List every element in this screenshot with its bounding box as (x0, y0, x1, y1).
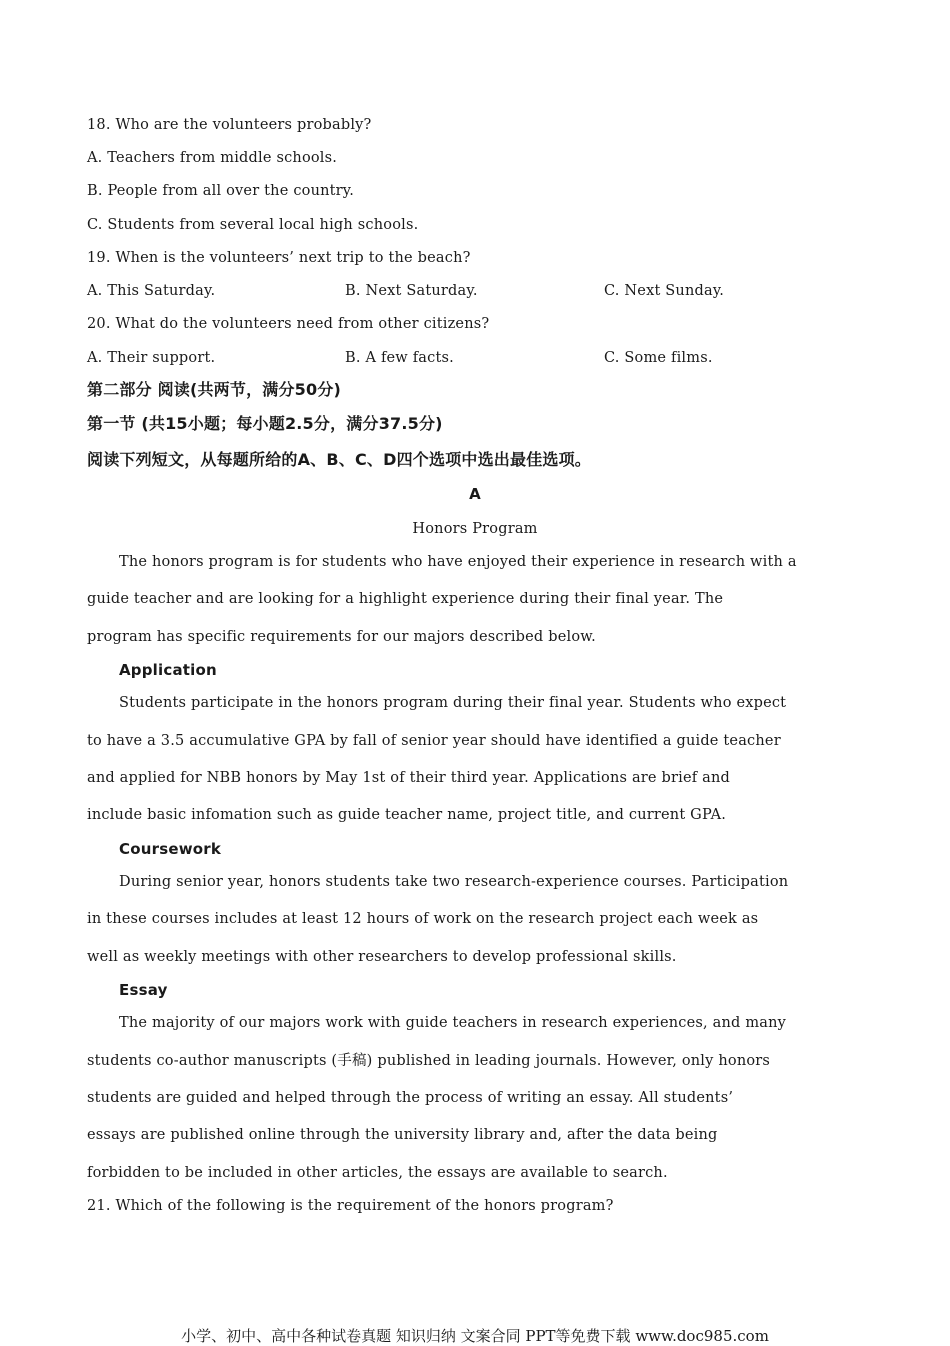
question-18-option-b: B. People from all over the country. (87, 183, 355, 199)
passage-paragraph-line: During senior year, honors students take two research-experience courses. Participation (119, 874, 789, 890)
question-19-option-b: B. Next Saturday. (345, 283, 478, 299)
application-heading: Application (119, 661, 217, 679)
passage-paragraph-line: include basic infomation such as guide teacher name, project title, and current GPA. (87, 807, 727, 823)
section-part-two-heading: 第二部分 阅读(共两节，满分50分) (87, 380, 342, 399)
passage-paragraph-line: Students participate in the honors program during their final year. Students who expect (119, 695, 787, 711)
passage-paragraph-line: students are guided and helped through the process of writing an essay. All students’ (87, 1090, 734, 1106)
question-20-option-b: B. A few facts. (345, 350, 454, 366)
passage-paragraph-line: The honors program is for students who have enjoyed their experience in research with a (119, 554, 797, 570)
passage-paragraph-line: in these courses includes at least 12 hours of work on the research project each week as (87, 911, 759, 927)
question-18-option-c: C. Students from several local high schools. (87, 217, 419, 233)
passage-paragraph-line: program has specific requirements for our majors described below. (87, 629, 596, 645)
passage-paragraph-line: students co-author manuscripts (手稿) published in leading journals. However, only honors (87, 1053, 771, 1069)
question-20-option-a: A. Their support. (87, 350, 216, 366)
passage-paragraph-line: forbidden to be included in other articles, the essays are available to search. (87, 1165, 668, 1181)
section-one-heading: 第一节 (共15小题；每小题2.5分，满分37.5分) (87, 414, 443, 433)
coursework-heading: Coursework (119, 840, 222, 858)
footer-watermark: 小学、初中、高中各种试卷真题 知识归纳 文案合同 PPT等免费下载 www.doc985.com (181, 1327, 769, 1345)
question-20-option-c: C. Some films. (604, 350, 713, 366)
passage-paragraph-line: to have a 3.5 accumulative GPA by fall of senior year should have identified a guide teacher (87, 733, 781, 749)
passage-paragraph-line: guide teacher and are looking for a highlight experience during their final year. The (87, 591, 724, 607)
passage-paragraph-line: well as weekly meetings with other researchers to develop professional skills. (87, 949, 677, 965)
passage-paragraph-line: essays are published online through the university library and, after the data being (87, 1127, 718, 1143)
question-21-stem: 21. Which of the following is the requirement of the honors program? (87, 1198, 614, 1214)
passage-paragraph-line: and applied for NBB honors by May 1st of their third year. Applications are brief and (87, 770, 730, 786)
question-18-option-a: A. Teachers from middle schools. (87, 150, 338, 166)
passage-letter: A (469, 485, 481, 503)
passage-paragraph-line: The majority of our majors work with guide teachers in research experiences, and many (119, 1015, 787, 1031)
question-19-stem: 19. When is the volunteers’ next trip to the beach? (87, 250, 471, 266)
question-20-stem: 20. What do the volunteers need from other citizens? (87, 316, 490, 332)
question-19-option-c: C. Next Sunday. (604, 283, 725, 299)
question-18-stem: 18. Who are the volunteers probably? (87, 117, 372, 133)
passage-title: Honors Program (412, 521, 538, 537)
question-19-option-a: A. This Saturday. (87, 283, 216, 299)
essay-heading: Essay (119, 981, 168, 999)
reading-instruction: 阅读下列短文，从每题所给的A、B、C、D四个选项中选出最佳选项。 (87, 450, 592, 469)
